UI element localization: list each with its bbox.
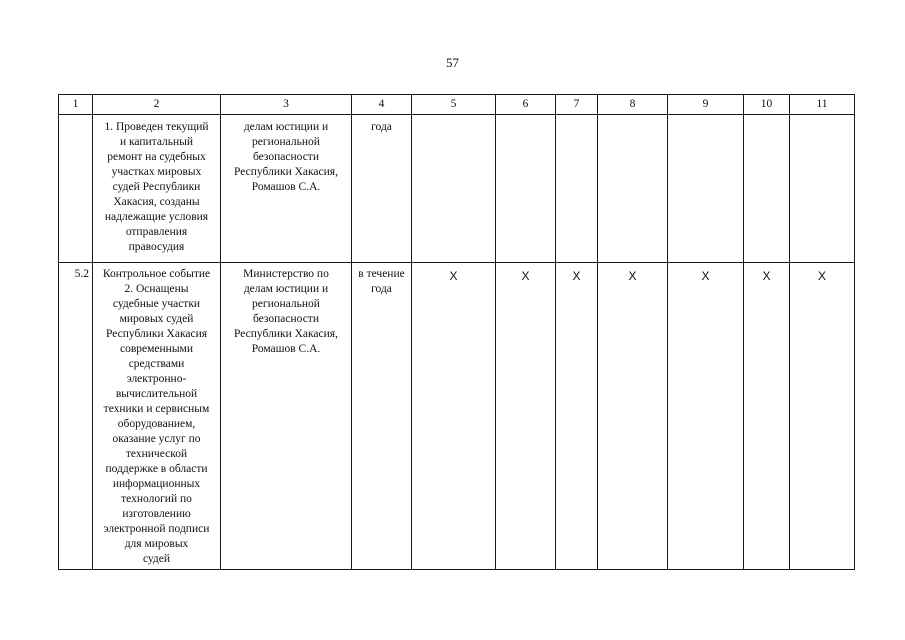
responsible-cell	[221, 115, 352, 263]
value-cell	[598, 115, 668, 263]
table-row	[59, 263, 855, 570]
deadline: в течение года	[358, 268, 405, 295]
deadline-cell	[352, 115, 412, 263]
value-cell	[412, 115, 496, 263]
value-cell	[744, 115, 790, 263]
value-cell	[556, 263, 598, 570]
column-header: 2	[93, 95, 221, 115]
x-mark: X	[521, 269, 530, 283]
responsible-cell	[221, 263, 352, 570]
responsible-executor: Министерство по делам юстиции и региональной безопасности Республики Хакасия, Ромашов С.А.	[234, 268, 338, 355]
column-header: 1	[59, 95, 93, 115]
column-header: 4	[352, 95, 412, 115]
page-number: 57	[446, 55, 459, 70]
row-number-cell	[59, 115, 93, 263]
deadline: года	[371, 121, 392, 133]
x-mark: X	[701, 269, 710, 283]
column-header: 11	[790, 95, 855, 115]
x-mark: X	[572, 269, 581, 283]
x-mark	[414, 120, 493, 122]
event-description: 1. Проведен текущий и капитальный ремонт на судебных участках мировых судей Республики Хакасия, созданы надлежащие условия отправления правосудия	[104, 121, 209, 253]
responsible-executor: делам юстиции и региональной безопасности Республики Хакасия, Ромашов С.А.	[234, 121, 338, 193]
table-row	[59, 115, 855, 263]
x-mark: X	[817, 269, 826, 283]
value-cell	[496, 263, 556, 570]
x-mark	[792, 120, 852, 122]
column-header: 6	[496, 95, 556, 115]
value-cell	[496, 115, 556, 263]
value-cell	[412, 263, 496, 570]
value-cell	[668, 115, 744, 263]
value-cell	[598, 263, 668, 570]
value-cell	[790, 263, 855, 570]
scan-noise: · · ·	[138, 608, 217, 614]
x-mark	[558, 120, 595, 122]
value-cell	[744, 263, 790, 570]
column-header: 7	[556, 95, 598, 115]
x-mark	[746, 120, 787, 122]
x-mark: X	[449, 269, 458, 283]
column-header: 3	[221, 95, 352, 115]
column-header: 9	[668, 95, 744, 115]
deadline-cell	[352, 263, 412, 570]
event-description: Контрольное событие 2. Оснащены судебные участки мировых судей Республики Хакасия современными средствами электронно- вычислительной техники и сервисным оборудованием, оказание услуг по технической поддержке в области информационных технологий по изготовлению электронной подписи для мировых судей	[102, 268, 211, 565]
plan-table	[58, 94, 855, 570]
x-mark: X	[762, 269, 771, 283]
column-header: 10	[744, 95, 790, 115]
row-number-cell	[59, 263, 93, 570]
x-mark: X	[628, 269, 637, 283]
value-cell	[556, 115, 598, 263]
x-mark	[600, 120, 665, 122]
event-description-cell	[93, 263, 221, 570]
x-mark	[498, 120, 553, 122]
column-header: 8	[598, 95, 668, 115]
value-cell	[790, 115, 855, 263]
row-number: 5.2	[74, 268, 89, 280]
column-header: 5	[412, 95, 496, 115]
x-mark	[670, 120, 741, 122]
value-cell	[668, 263, 744, 570]
event-description-cell	[93, 115, 221, 263]
table-header-row	[59, 95, 855, 115]
